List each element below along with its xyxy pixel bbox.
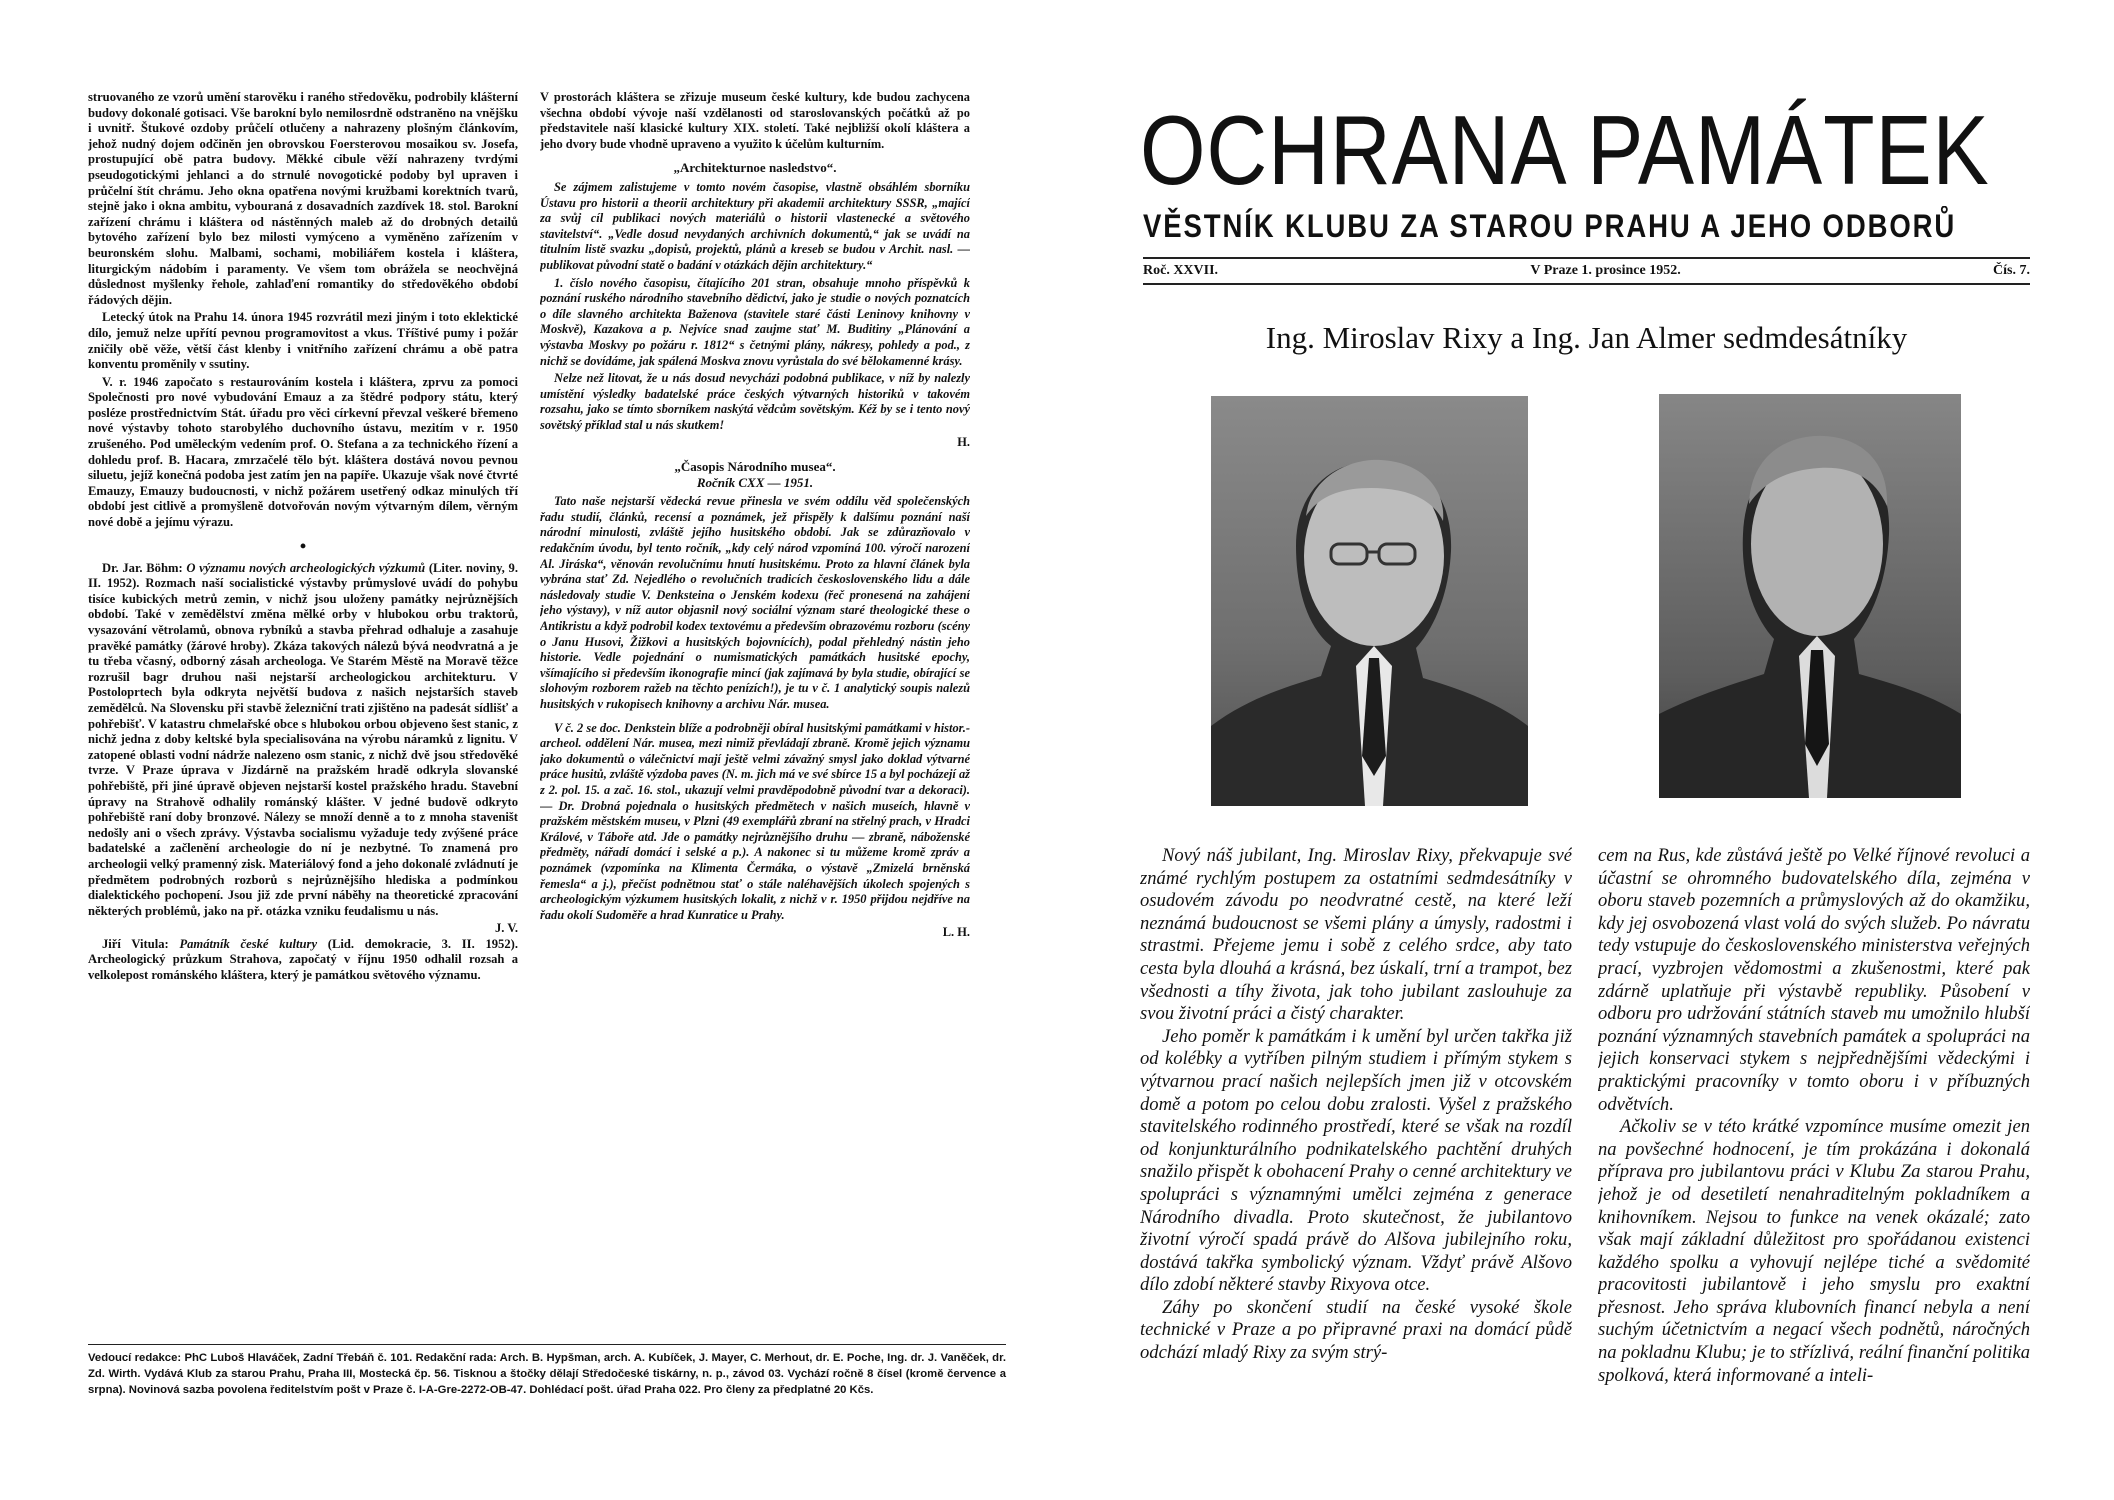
paragraph: cem na Rus, kde zůstává ještě po Velké říjnové revoluci a účastní se ohromného budovatelského díla, zejména v oboru staveb pozemních a průmyslových až do okamžiku, kdy jej osvobozená vlast volá do svých služeb. Po návratu tedy vstupuje do československého ministerstva veřejných prací, vyzbrojen vědomostmi a zkušenostmi, které pak zdárně uplatňuje při výstavbě republiky. Působení v odboru pro udržování státních staveb mu umožnilo hlubší poznání významných stavebních památek a spolupráci na jejich konservaci stykem s nejpřednějšími vědeckými i praktickými pracovníky v tomto oboru i v příbuzných odvětvích.: [1598, 845, 2030, 1115]
paragraph: Jeho poměr k památkám i k umění byl určen takřka již od kolébky a vytříben pilným studiem i přímým stykem s výtvarnou prací našich nejlepších jmen již v otcovském domě a potom po celou dobu zralosti. Vyšel z pražského stavitelského rodinného prostředí, které se však na rozdíl od konjunkturálního podnikatelského pachtění druhých snažilo přispět k obohacení Prahy o cenné architektury ve spolupráci s významnými umělci zejména z generace Národního divadla. Proto skutečnost, že jubilantovo životní výročí spadá právě do Alšova jubilejního roku, dostává takřka symbolický význam. Vždyť právě Alšovo dílo zdobí některé stavby Rixyova otce.: [1140, 1025, 1572, 1296]
issue-info-bar: [1143, 257, 2030, 285]
review-paragraph: [88, 937, 518, 984]
issue-date: V Praze 1. prosince 1952.: [1530, 263, 1681, 278]
paragraph: Nelze než litovat, že u nás dosud nevycházi podobná publikace, v níž by nalezly umístění výsledky badatelské práce českých výtvarných historiků v takovém rozsahu, jako se tímto sborníkem naskýtá vědcům sovětským. Kéž by se i tento nový sovětský příklad stal u nás skutkem!: [540, 371, 970, 432]
masthead-title: OCHRANA PAMÁTEK: [1140, 95, 1990, 205]
signature: J. V.: [495, 921, 518, 936]
review-title: Památník české kultury: [179, 936, 318, 951]
paragraph: Ačkoliv se v této krátké vzpomínce musíme omezit jen na povšechné hodnocení, je tím prokázána i dokonalá příprava pro jubilantovu práci v Klubu Za starou Prahu, jehož je od desetiletí nenahraditelným pokladníkem a knihovníkem. Nejsou to funkce na venek okázalé; zato však mají základní důležitost pro spořádanou existenci každého spolku a vyhovují nejlépe tiché a svědomité pracovitosti jubilantově i jeho smyslu pro exaktní přesnost. Jeho správa klubovních financí nebyla a není suchým účetnictvím a negací všech podnětů, náročných na pokladnu Klubu; je to střízlivá, reální finanční politika spolková, která informované a inteli-: [1598, 1116, 2030, 1386]
left-column-a: [88, 90, 518, 1340]
paragraph: struovaného ze vzorů umění starověku i raného středověku, podrobily klášterní budovy dokonalé gotisaci. Vše barokní bylo nemilosrdně odstraněno na vnějšku i uvnitř. Štukové ozdoby průčelí otlučeny a nahrazeny plošným článkovím, jehož nudný dojem odčiněn jen obrovskou Foersterovou mosaikou sv. Josefa, prostupující obě patra budovy. Měkké cibule věží nahrazeny tvrdými pseudogotickými jehlanci a do strnulé novogotické podoby byl upraven i průčelní štít chrámu. Jeho okna opatřena novými kružbami korektních tvarů, stejně jako i okna ambitu, vybouraná z dosavadních zazdívek 18. stol. Barokní zařízení chrámu i kláštera od nástěnných maleb až do drobných detailů bytového zařízení bylo bez milosti vymýceno a vyměněno zařízením v beuronském slohu. Malbami, sochami, mobiliářem kostela i kláštera, liturgickým nádobím i paramenty. Ve všem tom obrážela se neochvějná důslednost myšlenky řehole, zahlaďení romantiky do středověkého období řádových dějin.: [88, 90, 518, 307]
review-author: Dr. Jar. Böhm:: [102, 560, 183, 575]
footer-divider: [88, 1344, 1006, 1345]
section-heading-line: „Časopis Národního musea“.: [674, 459, 836, 475]
review-text: (Liter. noviny, 9. II. 1952). Rozmach naší socialistické výstavby průmyslové uvádí do pohybu tisíce kubických metrů zemin, v nichž jsou uloženy památky nejrůznějších období. Také v zemědělství změna mělké orby v hlubokou orbu traktorů, vysazování větrolamů, obnova rybníků a stavba přehrad odhaluje a zasahuje pravěké památky (žárové hroby). Zkáza takových nálezů bývá neodvratná a je tu třeba včasný, odborný zásah archeologa. Ve Starém Městě na Moravě těžce rozrušil bagr druhou naši nejstarší archeologickou architekturu. V Postoloprtech byla odkryta největší budova z našich nejstarších staveb zemědělců. Na Slovensku při stavbě železniční trati zjištěno na padesát sídlišť a pohřebišť. V katastru chmelařské obce s hlubokou orbou objeveno šest stanic, z nichž jedna z doby keltské byla specialisována na výrobu náramků z lignitu. V zatopené oblasti vodní nádrže nalezeno osm stanic, z nichž dvě jsou středověké tvrze. V Praze úprava v Jizdárně na pražském hradě odkryla slovanské pohřebiště, při jiné úpravě objeven nejstarší kostel pražského hradu. Stavební úpravy na Strahově odhalily románský klášter. V jedné budově odkryto pohřebiště raní doby bronzové. Nálezy se množí denně a to z mnoha staveništ nedošly ani o všech zprávy. Výstavba socialismu vyžaduje tedy zvýšené práce badatelské a začlenění archeologie do ní je nezbytné. To znamená pro archeologii velký pramenný zisk. Materiálový fond a jeho dokonalé zvládnutí je předmětem podrobných rozborů s nejrůznějšího hlediska a podmínkou dialektického pochopení. Jsou již zde první náběhy na theoretické zpracování některých problémů, jako na př. otázka vzniku feudalismu u nás.: [88, 560, 518, 918]
section-heading: [540, 459, 970, 490]
issue-number: Čís. 7.: [1993, 263, 2030, 278]
masthead-subtitle: VĚSTNÍK KLUBU ZA STAROU PRAHU A JEHO ODBORŮ: [1143, 208, 1957, 244]
volume-number: Roč. XXVII.: [1143, 263, 1219, 278]
review-text: (Lid. demokracie, 3. II. 1952). Archeologický průzkum Strahova, započatý v říjnu 1950 odhalil rozsah a velkolepost románského kláštera, který je památkou světového významu.: [88, 936, 518, 983]
review-title: O významu nových archeologických výzkumů: [186, 560, 426, 575]
signature: H.: [957, 435, 970, 450]
review-author: Jiří Vitula:: [102, 936, 169, 951]
paragraph: Nový náš jubilant, Ing. Miroslav Rixy, překvapuje své známé rychlým postupem za ostatními sedmdesátníky v osudovém závodu po neodvratné cestě, na které leží neznámá budoucnost se všemi plány a úmysly, radostmi i strastmi. Přejeme jemu i sobě z celého srdce, aby tato cesta byla dlouhá a krásná, bez úskalí, trní a trampot, bez všednosti a tíhy života, jak toho jubilant zaslouhuje za svou životní práci a čistý charakter.: [1140, 845, 1572, 1025]
portrait-photo-rixy: [1211, 396, 1528, 806]
paragraph: 1. číslo nového časopisu, čítajícího 201 stran, obsahuje mnoho příspěvků k poznání ruského národního stavebního dědictví, jako je studie o nových poznatcích o díle slavného architekta Baženova (stavitele staré části Leninovy knihovny v Moskvě), Kazakova a p. Nejvíce snad zaujme stať M. Buditiny „Plánování a výstavba Moskvy po požáru r. 1812“ s četnými plány, nákresy, pohledy a pod., z nichž se dovídáme, jak spálená Moskva znovu vyrůstala do své bělokamenné krásy.: [540, 275, 970, 368]
portrait-silhouette: [1659, 394, 1961, 798]
paragraph: Letecký útok na Prahu 14. února 1945 rozvrátil mezi jiným i toto eklektické dílo, jemuž nelze upřítí pevnou programovitost a vkus. Tříštivé pumy i požár zničily obě věže, větší část klenby i vnitřního zařízení chrámu a obě patra konventu proměnily v ssutiny.: [88, 310, 518, 372]
section-heading-line: Ročník CXX — 1951.: [696, 474, 814, 490]
signature: L. H.: [942, 925, 970, 940]
paragraph: V. r. 1946 započato s restaurováním kostela i kláštera, zprvu za pomoci Společnosti pro nové vybudování Emauz a za štědré podpory státu, který posléze prostřednictvím Stát. úřadu pro věci církevní převzal veškeré břemeno nové výstavby tohoto starobylého duchovního ústavu, mezitím v r. 1950 zrušeného. Pod uměleckým vedením prof. O. Stefana a za technického řízení a dohledu prof. B. Hacara, zmrzačelé tělo být. kláštera dostává novou pevnou siluetu, jejíž konečná podoba jest zatím jen na papíře. Ukazuje však nové čtvrté Emauzy, Emauzy budoucnosti, v nichž požárem usetřený odkaz minulých tří období jest citlivě a promyšleně dotvořován novým výtvarným dílem, věrným nové době a jejímu výrazu.: [88, 374, 518, 530]
paragraph: Se zájmem zalistujeme v tomto novém časopise, vlastně obsáhlém sborníku Ústavu pro historii a theorii architektury při akademii architektury SSSR, „mající za svůj cíl publikaci nových materiálů o historii vlastenecké a světového stavitelství“. „Vedle dosud nevydaných archivních dokumentů,“ jak se uvádí na titulním listě svazku „dopisů, projektů, plánů a kreseb se budou v Archit. nasl. — publikovat původní statě o badání v otázkách dějin architektury.“: [540, 179, 970, 272]
article-column-1: [1140, 845, 1572, 1490]
paragraph: Záhy po skončení studií na české vysoké škole technické v Praze a po připravné praxi na domácí půdě odchází mladý Rixy za svým strý-: [1140, 1296, 1572, 1364]
article-title: Ing. Miroslav Rixy a Ing. Jan Almer sedmdesátníky: [1265, 320, 1908, 355]
section-bullet: •: [299, 535, 307, 556]
portrait-silhouette: [1211, 396, 1528, 806]
imprint-footer: Vedoucí redakce: PhC Luboš Hlaváček, Zadní Třebáň č. 101. Redakční rada: Arch. B. Hypšman, arch. A. Kubíček, J. Mayer, C. Merhout, dr. E. Poche, Ing. dr. J. Vaněček, dr. Zd. Wirth. Vydává Klub za starou Prahu, Praha III, Mostecká čp. 56. Tisknou a štočky dělají Středočeské tiskárny, n. p., závod 03. Vychází ročně 8 čísel (kromě července a srpna). Novinová sazba povolena ředitelstvím pošt v Praze č. I-A-Gre-2272-OB-47. Dohlédací pošt. úřad Praha 022. Pro členy za předplatné 20 Kčs.: [88, 1352, 1006, 1396]
article-column-2: [1598, 845, 2030, 1490]
section-heading: „Architekturnoe nasledstvo“.: [673, 160, 837, 176]
paragraph: V č. 2 se doc. Denkstein blíže a podrobněji obíral husitskými památkami v histor.-archeol. oddělení Nár. musea, mezi nimiž převládají zbraně. Kromě jejich významu jako dokumentů o válečnictví mají ještě velmi závažný smysl jako doklad výtvarné práce husitů, zvláště výzdoba paves (N. m. jich má ve své sbírce 15 a byl pocházejí až z 2. pol. 15. a zač. 16. stol., ukazují velmi pravděpodobně původní tvar a dekoraci). — Dr. Drobná pojednala o husitských předmětech v našich museích, hlavně v pražském městském museu, v Plzni (49 exemplářů zbraní na střelný prach, v Hradci Králové, v Táboře atd. Jde o památky nejrůznějšího druhu — zbraně, náboženské předměty, nářadí domácí i selské a p.). A nakonec si tu můžeme kromě zpráv a poznámek (vzpomínka na Klimenta Čermáka, o výstavě „Zmizelá brněnská řemesla“ a j.), přečíst podnětnou stať o stále naléhavějších úkolech spojených s archeologickým výzkumem husitských lokalit, z nichž v r. 1950 přijdou nejdříve na řadu okolí Sudoměře a hrad Kunratice u Prahy.: [540, 720, 970, 922]
review-paragraph: [88, 561, 518, 920]
portrait-photo-almer: [1659, 394, 1961, 798]
paragraph: Tato naše nejstarší vědecká revue přinesla ve svém oddílu věd společenských řadu studií, článků, recensí a poznámek, jež přispěly k dalšímu poznání naší národní minulosti, zvláště jejího husitského období. Jak se zdůrazňovalo v redakčním úvodu, byl tento ročník, „kdy celý národ vzpomíná 100. výročí narození Al. Jiráska“, věnován revolučnímu hnutí husitskému. Proto za hlavní článek byla vybrána stať Zd. Nejedlého o revolučních tradicích československého lidu a dále následovaly studie V. Denksteina o Jenském kodexu (řeč pronesená na zahájení jeho výstavy), v níž autor objasnil nový sociální význam staré theologické these o Antikristu a když podrobil kodex textovému a především obrazovému rozboru (scény o Janu Husovi, Žižkovi a husitských bojovnících), podal přehledný nástin jeho historie. Vedle pojednání o numismatických památkách husitské epochy, všímajícího si především ikonografie mincí (jak zajímavá by byla studie, obírající se slohovým rozborem ražeb na těchto penízích!), je tu v č. 1 analytický soupis nalezů husitských v rukopisech knihovny a archivu Nár. musea.: [540, 494, 970, 711]
paragraph: V prostorách kláštera se zřizuje museum české kultury, kde budou zachycena všechna období vývoje naší vzdělanosti od staroslovanských počátků až po představitele naší klasické kultury XIX. století. Také nejbližší okolí kláštera a jeho dvory bude vhodně upraveno a využito k účelům kulturním.: [540, 90, 970, 151]
left-column-b: [540, 90, 970, 1340]
